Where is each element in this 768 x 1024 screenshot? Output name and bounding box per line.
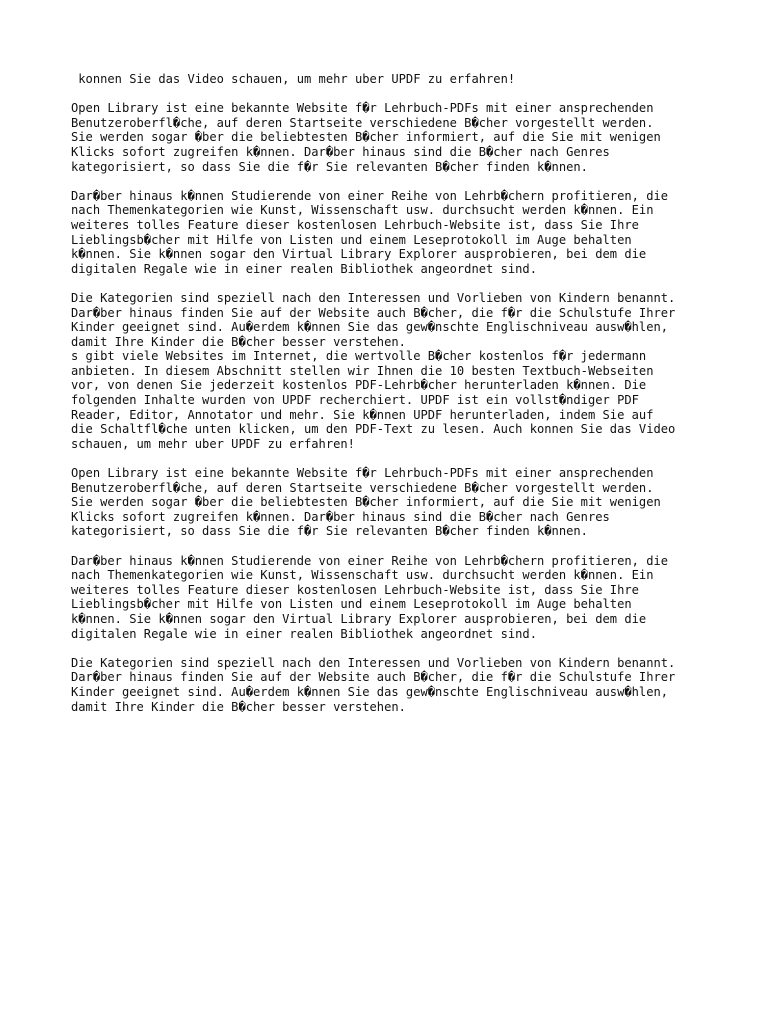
text-line: konnen Sie das Video schauen, um mehr uber UPDF zu erfahren! bbox=[71, 72, 516, 86]
text-line: Dar�ber hinaus k�nnen Studierende von einer Reihe von Lehrb�chern profitieren, die bbox=[71, 188, 669, 203]
text-line: Dar�ber hinaus k�nnen Studierende von einer Reihe von Lehrb�chern profitieren, die bbox=[71, 553, 669, 568]
text-line: Lieblingsb�cher mit Hilfe von Listen und einem Leseprotokoll im Auge behalten bbox=[71, 597, 632, 612]
text-line: schauen, um mehr uber UPDF zu erfahren! bbox=[71, 436, 355, 451]
text-line: nach Themenkategorien wie Kunst, Wissenschaft usw. durchsucht werden k�nnen. Ein bbox=[71, 203, 654, 218]
text-line: damit Ihre Kinder die B�cher besser verstehen. bbox=[71, 699, 406, 714]
text-line: nach Themenkategorien wie Kunst, Wissenschaft usw. durchsucht werden k�nnen. Ein bbox=[71, 568, 654, 583]
text-line: k�nnen. Sie k�nnen sogar den Virtual Library Explorer ausprobieren, bei dem die bbox=[71, 611, 647, 626]
text-line: Klicks sofort zugreifen k�nnen. Dar�ber hinaus sind die B�cher nach Genres bbox=[71, 509, 610, 524]
text-line: Klicks sofort zugreifen k�nnen. Dar�ber hinaus sind die B�cher nach Genres bbox=[71, 144, 610, 159]
paragraph-gap bbox=[71, 451, 731, 466]
text-line: Benutzeroberfl�che, auf deren Startseite verschiedene B�cher vorgestellt werden. bbox=[71, 480, 654, 495]
text-line: Kinder geeignet sind. Au�erdem k�nnen Sie das gew�nschte Englischniveau ausw�hlen, bbox=[71, 684, 669, 699]
text-line: anbieten. In diesem Abschnitt stellen wir Ihnen die 10 besten Textbuch-Webseiten bbox=[71, 363, 654, 378]
text-line: Kinder geeignet sind. Au�erdem k�nnen Sie das gew�nschte Englischniveau ausw�hlen, bbox=[71, 320, 669, 335]
paragraph-gap bbox=[71, 539, 731, 554]
paragraph-gap bbox=[71, 174, 731, 189]
text-line: Lieblingsb�cher mit Hilfe von Listen und einem Leseprotokoll im Auge behalten bbox=[71, 232, 632, 247]
text-line: damit Ihre Kinder die B�cher besser verstehen. bbox=[71, 334, 406, 349]
text-line: Die Kategorien sind speziell nach den Interessen und Vorlieben von Kindern benannt. bbox=[71, 290, 676, 305]
text-line: Sie werden sogar �ber die beliebtesten B�cher informiert, auf die Sie mit wenigen bbox=[71, 130, 661, 145]
text-line: s gibt viele Websites im Internet, die wertvolle B�cher kostenlos f�r jedermann bbox=[71, 349, 647, 364]
paragraph-gap bbox=[71, 87, 731, 102]
text-line: Benutzeroberfl�che, auf deren Startseite verschiedene B�cher vorgestellt werden. bbox=[71, 115, 654, 130]
text-line: Die Kategorien sind speziell nach den Interessen und Vorlieben von Kindern benannt. bbox=[71, 655, 676, 670]
text-line: k�nnen. Sie k�nnen sogar den Virtual Library Explorer ausprobieren, bei dem die bbox=[71, 247, 647, 262]
text-line: digitalen Regale wie in einer realen Bibliothek angeordnet sind. bbox=[71, 261, 537, 276]
text-line: Dar�ber hinaus finden Sie auf der Website auch B�cher, die f�r die Schulstufe Ihrer bbox=[71, 305, 676, 320]
text-line: Reader, Editor, Annotator und mehr. Sie k�nnen UPDF herunterladen, indem Sie auf bbox=[71, 407, 654, 422]
text-line: folgenden Inhalte wurden von UPDF recherchiert. UPDF ist ein vollst�ndiger PDF bbox=[71, 393, 639, 408]
document-body bbox=[71, 72, 731, 714]
paragraph-gap bbox=[71, 276, 731, 291]
text-line: kategorisiert, so dass Sie die f�r Sie relevanten B�cher finden k�nnen. bbox=[71, 159, 588, 174]
text-line: vor, von denen Sie jederzeit kostenlos PDF-Lehrb�cher herunterladen k�nnen. Die bbox=[71, 378, 647, 393]
text-line: weiteres tolles Feature dieser kostenlosen Lehrbuch-Website ist, dass Sie Ihre bbox=[71, 217, 639, 232]
text-line: weiteres tolles Feature dieser kostenlosen Lehrbuch-Website ist, dass Sie Ihre bbox=[71, 582, 639, 597]
text-line: Open Library ist eine bekannte Website f�r Lehrbuch-PDFs mit einer ansprechenden bbox=[71, 101, 654, 116]
text-line: die Schaltfl�che unten klicken, um den PDF-Text zu lesen. Auch konnen Sie das Video bbox=[71, 422, 676, 437]
text-line: Sie werden sogar �ber die beliebtesten B�cher informiert, auf die Sie mit wenigen bbox=[71, 495, 661, 510]
text-line: kategorisiert, so dass Sie die f�r Sie relevanten B�cher finden k�nnen. bbox=[71, 524, 588, 539]
paragraph-gap bbox=[71, 641, 731, 656]
text-line: Dar�ber hinaus finden Sie auf der Website auch B�cher, die f�r die Schulstufe Ihrer bbox=[71, 670, 676, 685]
text-line: Open Library ist eine bekannte Website f�r Lehrbuch-PDFs mit einer ansprechenden bbox=[71, 466, 654, 481]
text-line: digitalen Regale wie in einer realen Bibliothek angeordnet sind. bbox=[71, 626, 537, 641]
